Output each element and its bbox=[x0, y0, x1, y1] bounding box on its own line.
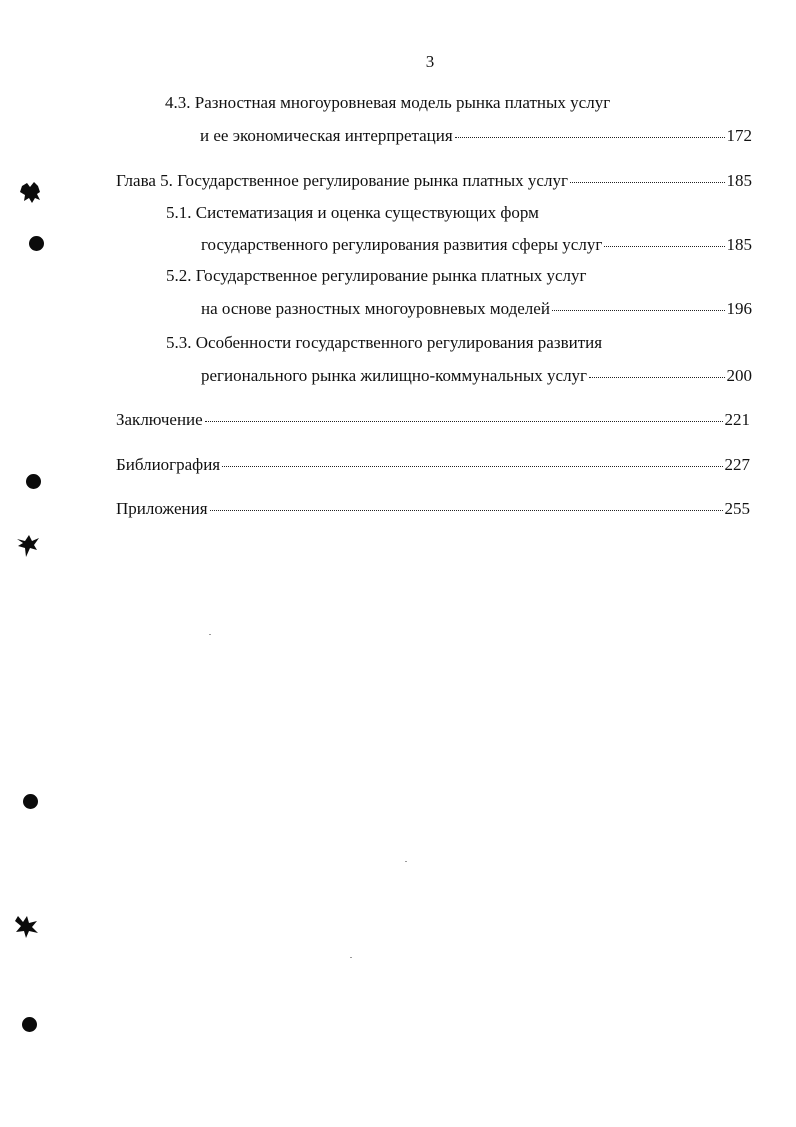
toc-entry-chapter-5[interactable] bbox=[116, 171, 752, 191]
leader-dots bbox=[205, 421, 723, 422]
ink-blot-icon bbox=[13, 912, 41, 940]
toc-entry-5-2-title-line2: на основе разностных многоуровневых моделей bbox=[201, 299, 550, 318]
scan-speck bbox=[350, 957, 352, 958]
leader-dots bbox=[210, 510, 723, 511]
toc-entry-5-2-title-line1: 5.2. Государственное регулирование рынка платных услуг bbox=[166, 266, 587, 285]
leader-dots bbox=[222, 466, 722, 467]
toc-entry-5-3-title-line2: регионального рынка жилищно-коммунальных услуг bbox=[201, 366, 588, 385]
binder-hole bbox=[22, 1017, 37, 1032]
toc-entry-5-3-title-line1: 5.3. Особенности государственного регулирования развития bbox=[166, 333, 603, 352]
toc-entry-5-3[interactable] bbox=[201, 366, 752, 386]
leader-dots bbox=[552, 310, 725, 311]
toc-entry-5-1-title-line1: 5.1. Систематизация и оценка существующих форм bbox=[166, 203, 539, 222]
leader-dots bbox=[570, 182, 725, 183]
page-number: 3 bbox=[425, 52, 435, 71]
toc-entry-chapter-5-title: Глава 5. Государственное регулирование рынка платных услуг bbox=[116, 171, 568, 190]
toc-entry-5-1-page: 185 bbox=[726, 235, 752, 254]
ink-blot-icon bbox=[18, 180, 44, 206]
toc-entry-appendices[interactable] bbox=[116, 499, 750, 519]
binder-hole bbox=[29, 236, 44, 251]
leader-dots bbox=[455, 137, 725, 138]
scan-speck bbox=[209, 634, 211, 635]
ink-blot-icon bbox=[14, 532, 42, 560]
toc-entry-conclusion[interactable] bbox=[116, 410, 750, 430]
toc-entry-bibliography-title: Библиография bbox=[116, 455, 221, 474]
scan-speck bbox=[405, 861, 407, 862]
toc-entry-appendices-page: 255 bbox=[724, 499, 750, 518]
toc-entry-5-1[interactable] bbox=[201, 235, 752, 255]
leader-dots bbox=[589, 377, 724, 378]
toc-entry-5-3-page: 200 bbox=[726, 366, 752, 385]
leader-dots bbox=[604, 246, 724, 247]
toc-entry-bibliography-page: 227 bbox=[724, 455, 750, 474]
toc-entry-5-2[interactable] bbox=[201, 299, 752, 319]
toc-entry-chapter-5-page: 185 bbox=[726, 171, 752, 190]
binder-hole bbox=[23, 794, 38, 809]
toc-entry-conclusion-title: Заключение bbox=[116, 410, 203, 429]
toc-entry-5-2-page: 196 bbox=[726, 299, 752, 318]
toc-entry-5-1-title-line2: государственного регулирования развития сферы услуг bbox=[201, 235, 603, 254]
toc-entry-appendices-title: Приложения bbox=[116, 499, 208, 518]
toc-entry-4-3[interactable] bbox=[200, 126, 752, 146]
toc-entry-4-3-title-line2: и ее экономическая интерпретация bbox=[200, 126, 453, 145]
toc-entry-bibliography[interactable] bbox=[116, 455, 750, 475]
toc-entry-conclusion-page: 221 bbox=[724, 410, 750, 429]
binder-hole bbox=[26, 474, 41, 489]
toc-entry-4-3-title-line1: 4.3. Разностная многоуровневая модель рынка платных услуг bbox=[165, 93, 611, 112]
toc-entry-4-3-page: 172 bbox=[726, 126, 752, 145]
